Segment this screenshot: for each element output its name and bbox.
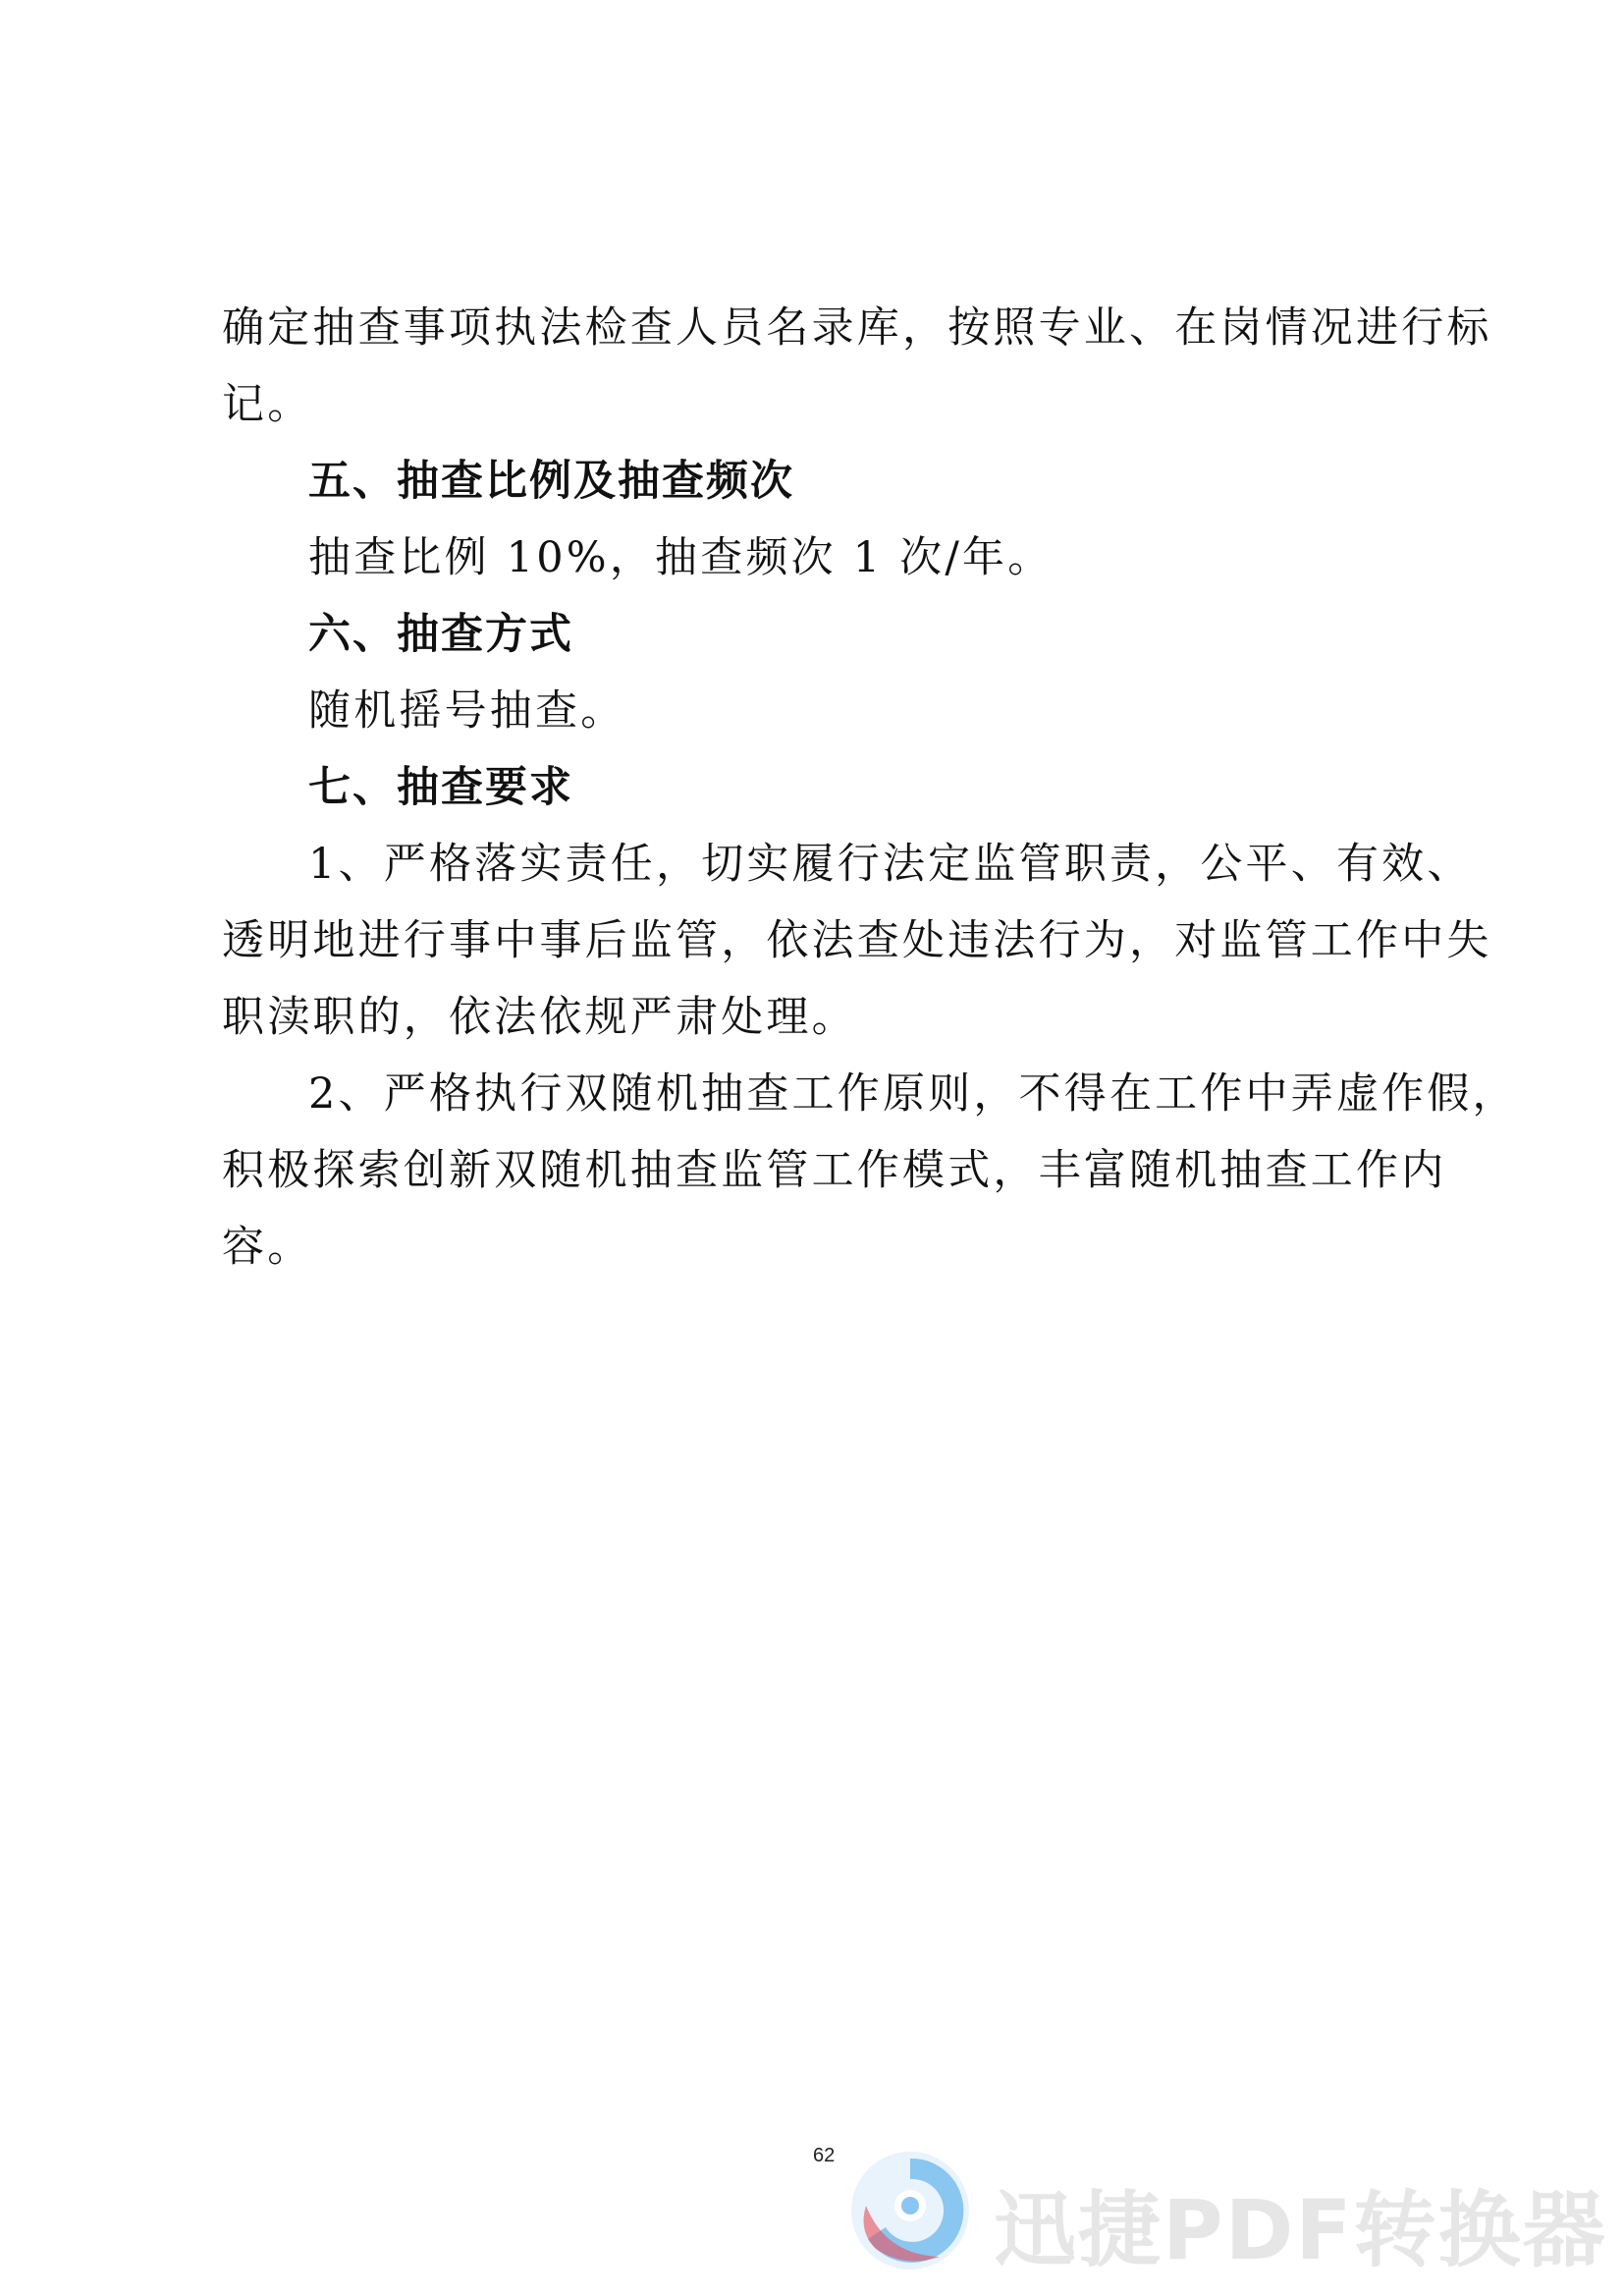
watermark	[846, 2147, 1607, 2294]
section-heading-6: 六、抽查方式	[308, 610, 573, 659]
watermark-text: 迅捷PDF转换器	[994, 2182, 1607, 2278]
requirement-2-line-1: 2、严格执行双随机抽查工作原则，不得在工作中弄虚作假，	[308, 1069, 1518, 1119]
requirement-2-line-2: 积极探索创新双随机抽查监管工作模式，丰富随机抽查工作内	[222, 1146, 1447, 1195]
body-line-sampling-method: 随机摇号抽查。	[308, 686, 626, 736]
body-line-2: 记。	[222, 380, 313, 429]
section-heading-7: 七、抽查要求	[308, 763, 573, 812]
section-heading-5: 五、抽查比例及抽查频次	[308, 457, 794, 506]
requirement-2-line-3: 容。	[222, 1223, 313, 1272]
body-line-1: 确定抽查事项执法检查人员名录库，按照专业、在岗情况进行标	[222, 303, 1492, 353]
page-number: 62	[813, 2145, 836, 2166]
requirement-1-line-2: 透明地进行事中事后监管，依法查处违法行为，对监管工作中失	[222, 916, 1492, 965]
xunjie-pdf-logo-icon	[846, 2147, 974, 2274]
requirement-1-line-1: 1、严格落实责任，切实履行法定监管职责，公平、有效、	[308, 840, 1473, 889]
requirement-1-line-3: 职渎职的，依法依规严肃处理。	[222, 993, 857, 1042]
body-line-sampling-ratio: 抽查比例 10%，抽查频次 1 次/年。	[308, 533, 1054, 582]
